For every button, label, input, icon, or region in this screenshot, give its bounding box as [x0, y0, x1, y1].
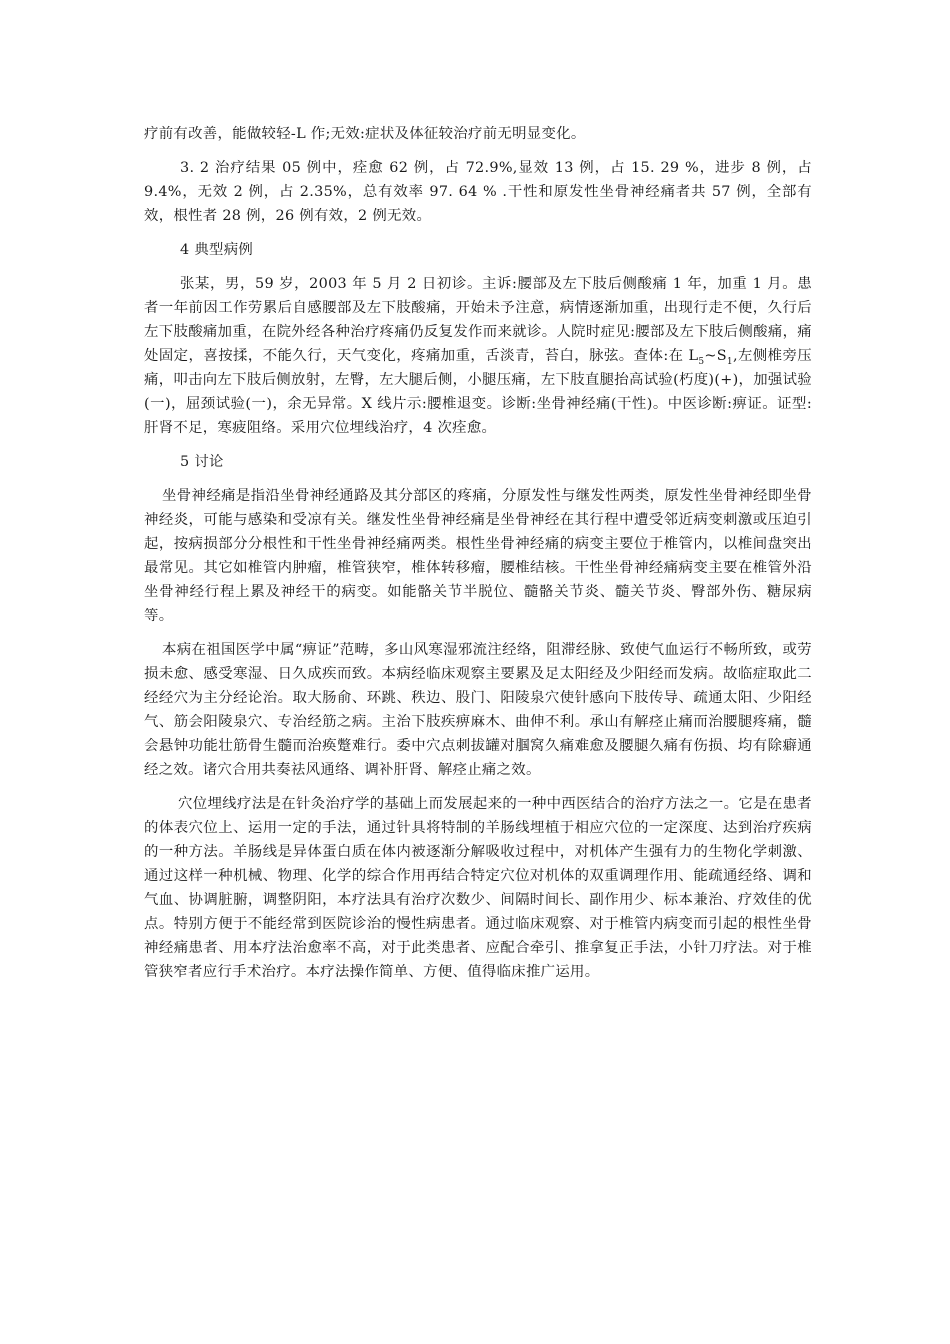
- paragraph-discussion-2: 本病在祖国医学中属“痹证”范畴，多山风寒湿邪流注经络，阻滞经脉、致使气血运行不畅所致，或劳损未愈、感受寒湿、日久成疾而致。本病经临床观察主要累及足太阳经及少阳经而发病。故临症取此二经经穴为主分经论治。取大肠俞、环跳、秩边、股门、阳陵泉穴使针感向下肢传导、疏通太阳、少阳经气、筋会阳陵泉穴、专治经筋之病。主治下肢疾痹麻木、曲伸不利。承山有解痉止痛而治腰腿疼痛，髓会悬钟功能壮筋骨生髓而治痪蹩难行。委中穴点刺拔罐对腘窝久痛难愈及腰腿久痛有伤损、均有除癖通经之效。诸穴合用共奏祛风通络、调补肝肾、解痉止痛之效。: [144, 642, 812, 778]
- case-text-part-2: ,左侧椎旁压痛，叩击向左下肢后侧放射，左臀，左大腿后侧，小腿压痛，左下肢直腿抬高试验(朽度)(+)，加强试验(一)，屈颈试验(一)，余无异常。X 线片示:腰椎退变。诊断:坐骨神经痛(干性)。中医诊断:痹证。证型:肝肾不足，寒疲阻络。采用穴位埋线治疗，4 次痊愈。: [144, 348, 813, 436]
- case-text-part-1: 张某，男，59 岁，2003 年 5 月 2 日初诊。主诉:腰部及左下肢后侧酸痛 1 年，加重 1 月。患者一年前因工作劳累后自感腰部及左下肢酸痛，开始未予注意，病情逐渐加重，出现行走不便，久行后左下肢酸痛加重，在院外经各种治疗疼痛仍反复发作而来就诊。人院时症见:腰部及左下肢后侧酸痛，痛处固定，喜按揉，不能久行，天气变化，疼痛加重，舌淡青，苔白，脉弦。查体:在 L: [144, 276, 812, 364]
- subscript-1: 1: [726, 356, 733, 367]
- section-heading-discussion: 5 讨论: [180, 454, 224, 470]
- paragraph-results: 3. 2 治疗结果 05 例中，痊愈 62 例，占 72.9%,显效 13 例，占 15. 29 %，进步 8 例，占 9.4%，无效 2 例，占 2.35%，总有效率 97. 64 % .干性和原发性坐骨神经痛者共 57 例，全部有效，根性者 28 例，26 例有效，2 例无效。: [144, 160, 812, 224]
- paragraph-case-report: [144, 272, 812, 440]
- paragraph-discussion-1: 坐骨神经痛是指沿坐骨神经通路及其分部区的疼痛，分原发性与继发性两类，原发性坐骨神经即坐骨神经炎，可能与感染和受凉有关。继发性坐骨神经痛是坐骨神经在其行程中遭受邻近病变刺激或压迫引起，按病损部分分根性和干性坐骨神经痛两类。根性坐骨神经痛的病变主要位于椎管内，以椎间盘突出最常见。其它如椎管内肿瘤，椎管狭窄，椎体转移瘤，腰椎结核。干性坐骨神经痛病变主要在椎管外沿坐骨神经行程上累及神经干的病变。如能骼关节半脱位、髓骼关节炎、髓关节炎、臀部外伤、糖尿病等。: [144, 488, 812, 624]
- paragraph-discussion-3: 穴位埋线疗法是在针灸治疗学的基础上而发展起来的一种中西医结合的治疗方法之一。它是在患者的体表穴位上、运用一定的手法，通过针具将特制的羊肠线埋植于相应穴位的一定深度、达到治疗疾病的一种方法。羊肠线是异体蛋白质在体内被逐渐分解吸收过程中，对机体产生强有力的生物化学刺激、通过这样一种机械、物理、化学的综合作用再结合特定穴位对机体的双重调理作用、能疏通经络、调和气血、协调脏腑，调整阴阳，本疗法具有治疗次数少、间隔时间长、副作用少、标本兼治、疗效佳的优点。特别方便于不能经常到医院诊治的慢性病患者。通过临床观察、对于椎管内病变而引起的根性坐骨神经痛患者、用本疗法治愈率不高，对于此类患者、应配合牵引、推拿复正手法，小针刀疗法。对于椎管狭窄者应行手术治疗。本疗法操作简单、方便、值得临床推广运用。: [144, 796, 812, 980]
- section-heading-cases: 4 典型病例: [180, 242, 254, 258]
- body-text: [144, 122, 812, 994]
- case-text-tilde: ~S: [704, 348, 727, 364]
- paragraph-criteria-end: 疗前有改善，能做较轻-L 作;无效:症状及体征较治疗前无明显变化。: [144, 126, 586, 142]
- subscript-5: 5: [698, 356, 705, 367]
